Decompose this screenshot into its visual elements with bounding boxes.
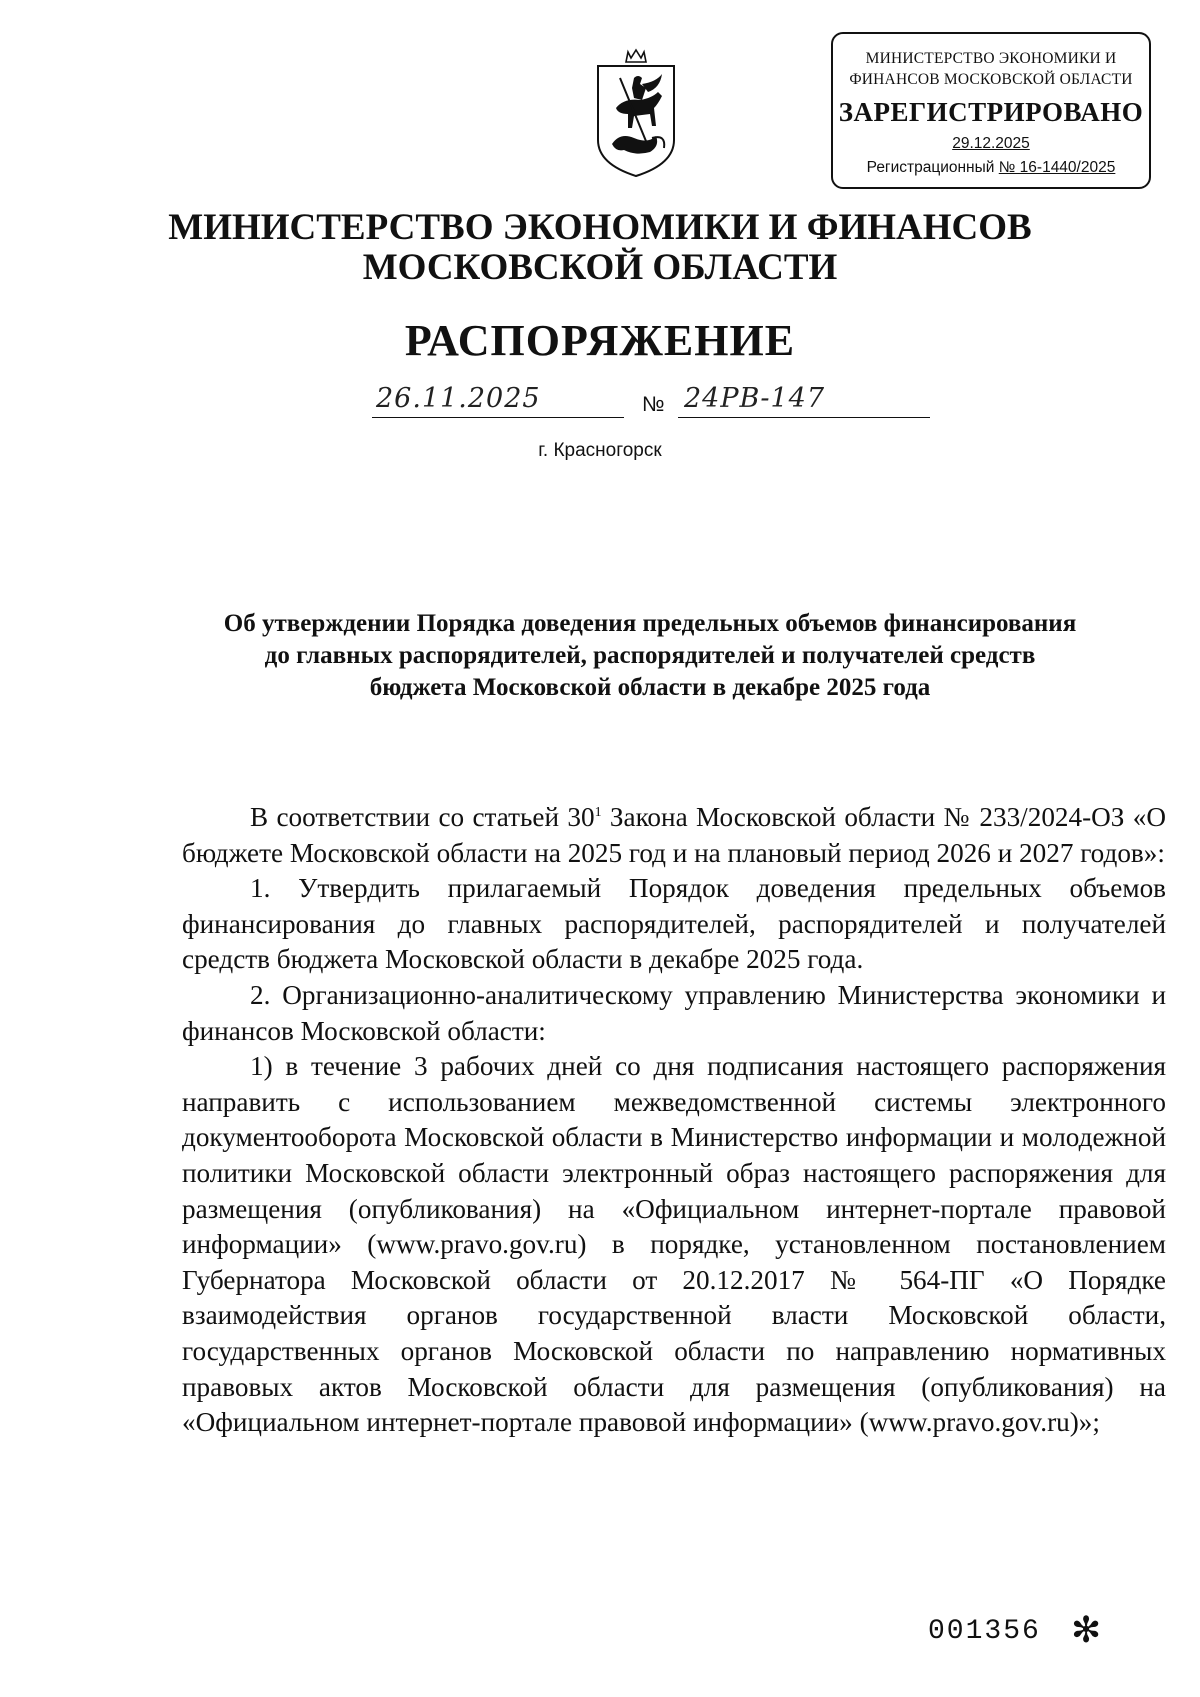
title-line1: Об утверждении Порядка доведения предельных объемов финансирования <box>223 610 1077 637</box>
document-date: 26.11.2025 <box>376 383 541 414</box>
stamp-issuer-line2: ФИНАНСОВ МОСКОВСКОЙ ОБЛАСТИ <box>849 71 1133 88</box>
moscow-oblast-coat-of-arms-icon <box>590 48 682 180</box>
stamp-reg-number: № 16-1440/2025 <box>998 159 1116 176</box>
stamp-date: 29.12.2025 <box>952 135 1030 152</box>
preamble-after: Закона Московской области № 233/2024-ОЗ «О бюджете Московской области на 2025 год и на плановый период 2026 и 2027 годов»: <box>182 802 1166 868</box>
preamble-before: В соответствии со статьей 30 <box>250 802 595 832</box>
paragraph-preamble <box>182 800 1166 871</box>
number-sign: № <box>642 393 665 416</box>
serial-number: 001356 <box>928 1616 1041 1647</box>
stamp-reg-label: Регистрационный <box>866 159 995 176</box>
document-type: РАСПОРЯЖЕНИЕ <box>404 316 796 365</box>
ministry-name-line2: МОСКОВСКОЙ ОБЛАСТИ <box>362 247 838 288</box>
ministry-name-line1: МИНИСТЕРСТВО ЭКОНОМИКИ И ФИНАНСОВ <box>168 207 1032 248</box>
title-line3: бюджета Московской области в декабре 2025 года <box>369 674 931 701</box>
paragraph-item-1: 1. Утвердить прилагаемый Порядок доведения предельных объемов финансирования до главных распорядителей, распорядителей и получателей средств бюджета Московской области в декабре 2025 года. <box>182 873 1166 975</box>
preamble-superscript: 1 <box>594 804 602 820</box>
paragraph-subitem-1: 1) в течение 3 рабочих дней со дня подписания настоящего распоряжения направить с использованием межведомственной системы электронного документооборота Московской области в Министерство информации и молодежной политики Московской области электронный образ настоящего распоряжения для размещения (опубликования) на «Официальном интернет-портале правовой информации» (www.pravo.gov.ru) в порядке, установленном постановлением Губернатора Московской области от 20.12.2017 № 564-ПГ «О Порядке взаимодействия органов государственной власти Московской области, государственных органов Московской области по направлению нормативных правовых актов Московской области для размещения (опубликования) на «Официальном интернет-портале правовой информации» (www.pravo.gov.ru)»; <box>182 1051 1166 1438</box>
title-line2: до главных распорядителей, распорядителей и получателей средств <box>264 642 1036 669</box>
document-city: г. Красногорск <box>538 440 662 461</box>
stamp-registration <box>833 159 1149 177</box>
stamp-issuer-line1: МИНИСТЕРСТВО ЭКОНОМИКИ И <box>865 50 1117 67</box>
registration-stamp <box>831 32 1151 189</box>
paragraph-item-2: 2. Организационно-аналитическому управлению Министерства экономики и финансов Московской области: <box>182 979 1166 1046</box>
stamp-status: ЗАРЕГИСТРИРОВАНО <box>838 97 1144 127</box>
document-number: 24РВ-147 <box>684 383 826 414</box>
document-body <box>182 800 1166 1441</box>
stamp-issuer <box>833 48 1149 90</box>
asterisk-mark: ✻ <box>1071 1610 1102 1651</box>
document-title <box>120 608 1180 704</box>
